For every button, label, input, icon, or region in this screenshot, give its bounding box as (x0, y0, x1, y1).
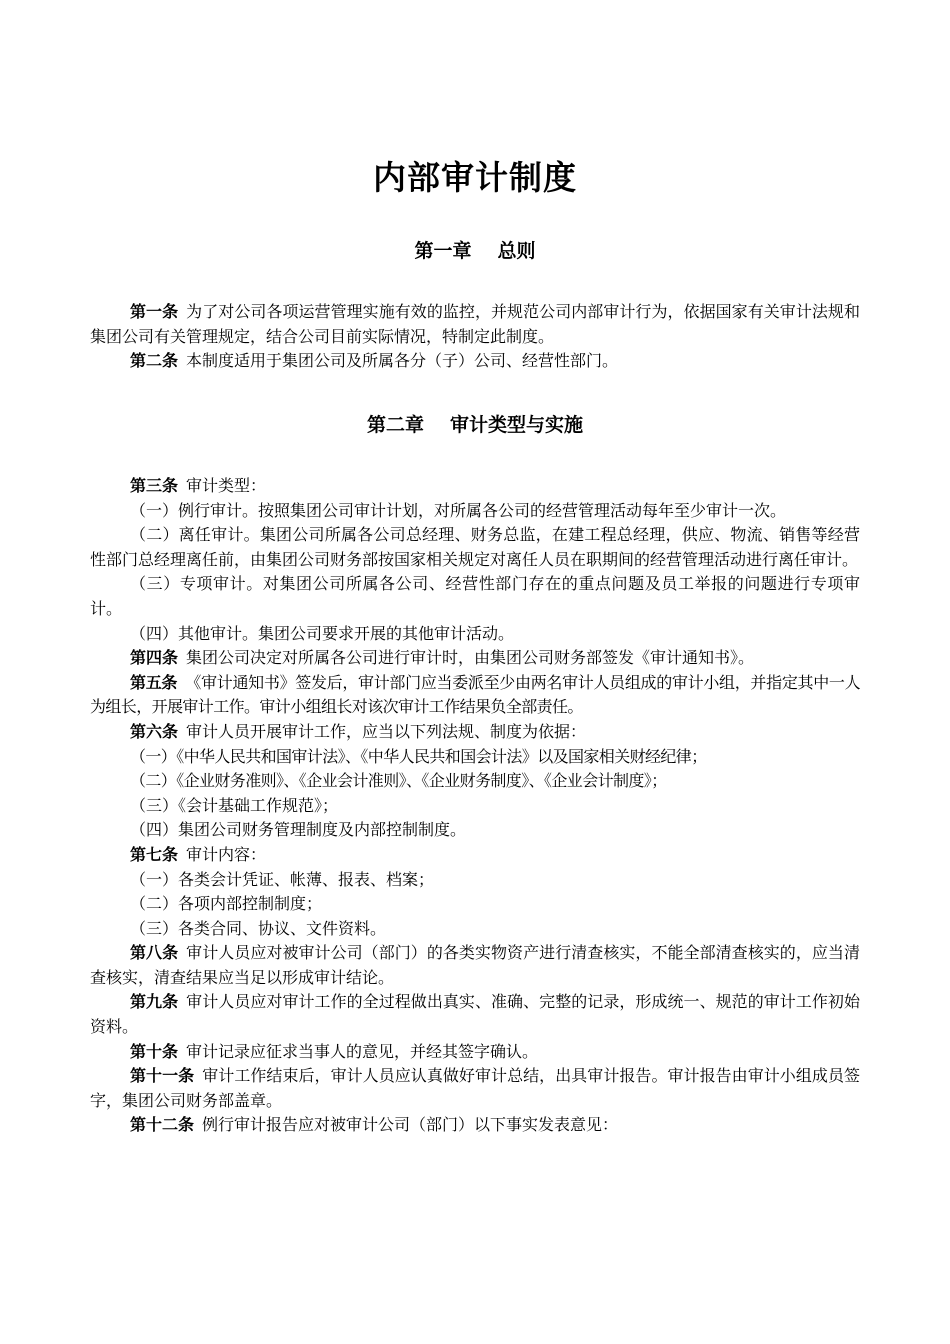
article-label: 第三条 (130, 476, 179, 495)
article-text: 为了对公司各项运营管理实施有效的监控，并规范公司内部审计行为，依据国家有关审计法规和集团公司有关管理规定，结合公司目前实际情况，特制定此制度。 (90, 302, 860, 346)
chapter-2-heading (90, 410, 860, 440)
article-label: 第八条 (130, 943, 179, 963)
chapter-1-heading (90, 236, 860, 266)
article-label: 第四条 (130, 648, 179, 668)
article-7 (90, 843, 860, 868)
article-11 (90, 1064, 860, 1113)
article-text: 审计内容： (186, 844, 267, 864)
article-6 (90, 720, 860, 745)
article-label: 第二条 (130, 351, 179, 371)
chapter-2-body (90, 474, 860, 1138)
article-8 (90, 941, 860, 990)
article-text: 审计记录应征求当事人的意见，并经其签字确认。 (186, 1041, 539, 1061)
article-9 (90, 990, 860, 1039)
article-2 (90, 349, 860, 374)
article-label: 第十条 (130, 1041, 179, 1061)
list-item: （二）各项内部控制制度； (130, 894, 323, 914)
article-text: 本制度适用于集团公司及所属各分（子）公司、经营性部门。 (186, 351, 619, 371)
article-label: 第十一条 (130, 1066, 195, 1086)
article-text: 《审计通知书》签发后，审计部门应当委派至少由两名审计人员组成的审计小组，并指定其中一人为组长，开展审计工作。审计小组组长对该次审计工作结果负全部责任。 (90, 672, 861, 717)
article-4 (90, 646, 860, 671)
list-item: （一）各类会计凭证、帐薄、报表、档案； (130, 869, 435, 889)
article-text: 例行审计报告应对被审计公司（部门）以下事实发表意见： (202, 1115, 619, 1135)
article-label: 第一条 (130, 302, 179, 321)
article-5 (90, 671, 860, 720)
article-text: 审计工作结束后，审计人员应认真做好审计总结，出具审计报告。审计报告由审计小组成员签字，集团公司财务部盖章。 (90, 1066, 860, 1110)
chapter-1-body (90, 300, 860, 374)
list-item: （三）各类合同、协议、文件资料。 (130, 918, 387, 938)
article-10 (90, 1040, 860, 1065)
article-label: 第七条 (130, 844, 179, 864)
article-1 (90, 300, 860, 349)
chapter-number: 第二章 (366, 414, 424, 436)
list-item: （一）《中华人民共和国审计法》、《中华人民共和国会计法》以及国家相关财经纪律； (130, 746, 707, 766)
document-title: 内部审计制度 (373, 158, 577, 197)
article-text: 审计人员应对被审计公司（部门）的各类实物资产进行清查核实，不能全部清查核实的，应当清查核实，清查结果应当足以形成审计结论。 (90, 943, 860, 987)
list-item: （三）《会计基础工作规范》； (130, 795, 339, 815)
article-label: 第五条 (130, 672, 178, 692)
article-text: 审计类型： (186, 476, 267, 495)
article-text: 审计人员开展审计工作，应当以下列法规、制度为依据： (186, 721, 587, 741)
chapter-name: 总则 (497, 240, 536, 262)
article-3 (90, 474, 860, 499)
list-item: （二）离任审计。集团公司所属各公司总经理、财务总监，在建工程总经理，供应、物流、销售等经营性部门总经理离任前，由集团公司财务部按国家相关规定对离任人员在职期间的经营管理活动进行离任审计。 (90, 525, 860, 569)
article-text: 集团公司决定对所属各公司进行审计时，由集团公司财务部签发《审计通知书》。 (186, 648, 755, 668)
article-12 (90, 1113, 860, 1138)
article-label: 第十二条 (130, 1115, 195, 1135)
list-item: （四）其他审计。集团公司要求开展的其他审计活动。 (130, 623, 515, 643)
chapter-number: 第一章 (414, 240, 472, 262)
article-text: 审计人员应对审计工作的全过程做出真实、准确、完整的记录，形成统一、规范的审计工作初始资料。 (90, 992, 860, 1037)
list-item: （一）例行审计。按照集团公司审计计划，对所属各公司的经营管理活动每年至少审计一次。 (130, 500, 787, 520)
list-item: （三）专项审计。对集团公司所属各公司、经营性部门存在的重点问题及员工举报的问题进行专项审计。 (90, 574, 860, 618)
article-label: 第九条 (130, 992, 179, 1012)
article-label: 第六条 (130, 721, 179, 741)
chapter-name: 审计类型与实施 (450, 414, 584, 436)
list-item: （四）集团公司财务管理制度及内部控制制度。 (130, 820, 467, 840)
list-item: （二）《企业财务准则》、《企业会计准则》、《企业财务制度》、《企业会计制度》； (130, 771, 667, 791)
